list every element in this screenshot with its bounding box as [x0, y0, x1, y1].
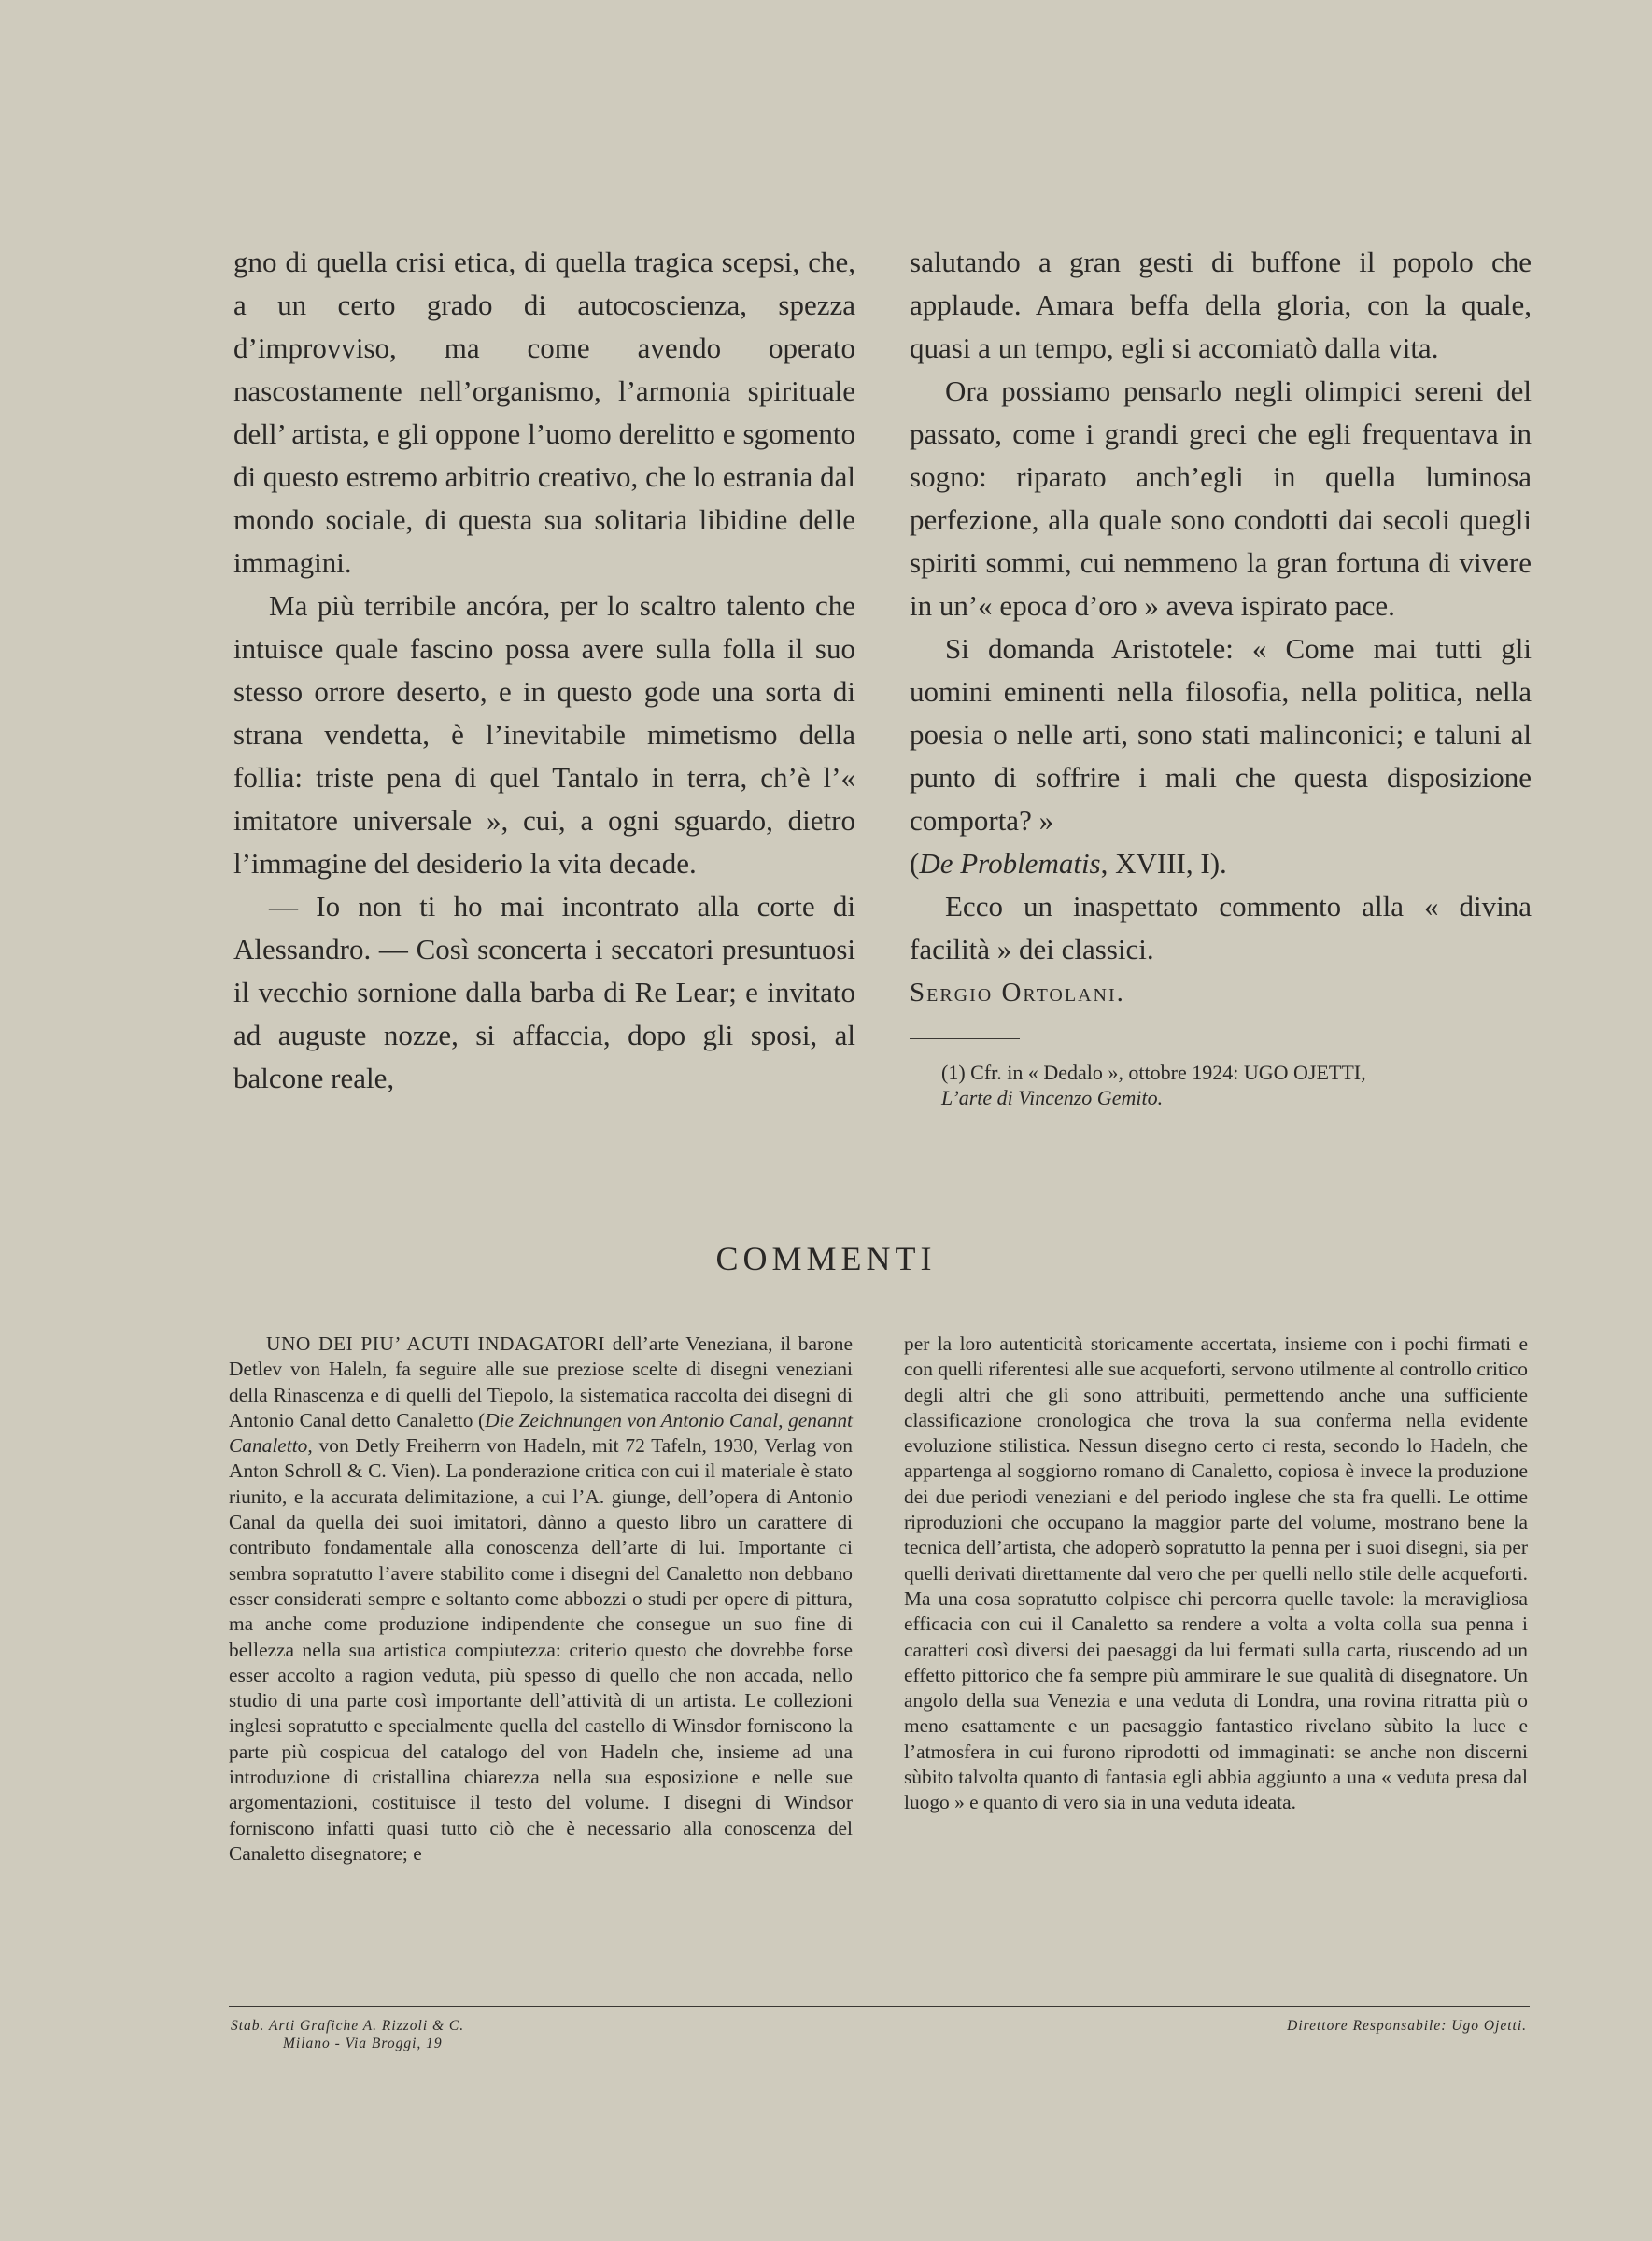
essay-paragraph: Si domanda Aristotele: « Come mai tutti gli uomini eminenti nella filosofia, nella politica, nella poesia o nelle arti, sono stati malinconici; e taluni al punto di soffrire i mali che questa disposizione comporta? »	[910, 632, 1532, 837]
essay-paragraph: — Io non ti ho mai incontrato alla corte di Alessandro. — Così sconcerta i seccatori presuntuosi il vecchio sornione dalla barba di Re Lear; e invitato ad auguste nozze, si affaccia, dopo gli sposi, al balcone reale,	[233, 890, 855, 1094]
citation-open: (	[910, 847, 920, 880]
essay-paragraph: salutando a gran gesti di buffone il popolo che applaude. Amara beffa della gloria, con la quale, quasi a un tempo, egli si accomiatò dalla vita.	[910, 246, 1532, 364]
comments-text: von Detly Freiherrn von Hadeln, mit 72 Tafeln, 1930, Verlag von Anton Schroll & C. Vien). La ponderazione critica con cui il materiale è stato riunito, e la accurata delimitazione, a cui l’A. giunge, dell’opera di Antonio Canal da quella dei suoi imitatori, dànno a questo libro un carattere di contributo fondamentale alla conoscenza dell’arte di lui. Importante ci sembra sopratutto l’avere stabilito come i disegni del Canaletto non debbano esser considerati sempre e soltanto come abbozzi o studi per opere di pittura, ma anche come produzione indipendente che consegue un suo fine di bellezza nella sua artistica compiutezza: criterio questo che dovrebbe forse esser accolto a ragion veduta, più spesso di quello che non accada, nello studio di una parte così importante dell’attività di un artista. Le collezioni inglesi sopratutto e specialmente quella del castello di Winsdor forniscono la parte più cospicua del catalogo del von Hadeln che, insieme ad una introduzione di cristallina chiarezza nella sua esposizione e nelle sue argomentazioni, costituisce il testo del volume. I disegni di Windsor forniscono infatti quasi tutto ciò che è necessario alla conoscenza del Canaletto disegnatore; e	[229, 1434, 853, 1865]
comments-paragraph: per la loro autenticità storicamente accertata, insieme con i pochi firmati e con quelli riferentesi alle sue acqueforti, servono utilmente al controllo critico degli altri che gli sono attribuiti, permettendo anche una sufficiente classificazione cronologica che trova la sua conferma nella evidente evoluzione stilistica. Nessun disegno certo ci resta, secondo lo Hadeln, che appartenga al soggiorno romano di Canaletto, copiosa è invece la produzione dei due periodi veneziani e del periodo inglese che sta fra quelli. Le ottime riproduzioni che occupano la maggior parte del volume, mostrano bene la tecnica dell’artista, che adoperò sopratutto la penna per i suoi disegni, sia per quelli derivati direttamente dal vero che per quelli nello stile delle acqueforti. Ma una cosa sopratutto colpisce chi percorra quelle tavole: la meravigliosa efficacia con cui il Canaletto sa rendere a volta a volta colla sua penna i caratteri così diversi dei paesaggi da lui fermati sulla carta, riuscendo ad un effetto pittorico che fa sempre più ammirare le sue qualità di disegnatore. Un angolo della sua Venezia e una veduta di Londra, una rovina ritratta più o meno esattamente e un paesaggio fantastico rivelano sùbito la luce e l’atmosfera in cui furono riprodotti od immaginati: se anche non discerni sùbito talvolta quanto di fantasia egli abbia aggiunto a una « veduta presa dal luogo » e quanto di vero sia in una veduta ideata.	[904, 1332, 1528, 1814]
comments-paragraph	[229, 1332, 853, 1867]
book-title: Die Zeichnungen von Antonio Canal, genannt Canaletto,	[229, 1408, 853, 1458]
essay-left-column	[233, 241, 855, 1100]
section-heading-commenti: COMMENTI	[715, 1240, 937, 1277]
comments-left-column	[229, 1332, 853, 1867]
author-signature: Sergio Ortolani.	[910, 978, 1125, 1008]
footnote-title: L’arte di Vincenzo Gemito.	[941, 1086, 1164, 1109]
footnote	[910, 1060, 1532, 1110]
comments-text: dell’arte Veneziana, il barone Detlev von Haleln, fa seguire alle sue preziose scelte di disegni veneziani della Rinascenza e di quelli del Tiepolo, la sistematica raccolta dei disegni di Antonio Canal detto Canaletto (	[229, 1332, 853, 1431]
essay-paragraph: Ora possiamo pensarlo negli olimpici sereni del passato, come i grandi greci che egli frequentava in sogno: riparato anch’egli in quella luminosa perfezione, alla quale sono condotti dai secoli quegli spiriti sommi, cui nemmeno la gran fortuna di vivere in un’« epoca d’oro » aveva ispirato pace.	[910, 374, 1532, 622]
printer-line-2: Milano - Via Broggi, 19	[283, 2036, 443, 2051]
comments-right-column	[904, 1332, 1528, 1816]
essay-closing-paragraph: Ecco un inaspettato commento alla « divina facilità » dei classici.	[910, 890, 1532, 965]
comments-lead-caps: UNO DEI PIU’ ACUTI INDAGATORI	[266, 1332, 605, 1355]
citation-title: De Problematis	[919, 847, 1101, 880]
printer-imprint	[231, 2017, 464, 2052]
aristotle-citation	[910, 842, 1532, 885]
footnote-lead: (1) Cfr. in « Dedalo », ottobre 1924: UGO OJETTI,	[941, 1061, 1366, 1084]
colophon-divider	[229, 2006, 1530, 2007]
citation-rest: , XVIII, I).	[1100, 847, 1227, 880]
essay-paragraph: gno di quella crisi etica, di quella tragica scepsi, che, a un certo grado di autocoscienza, spezza d’improvviso, ma come avendo operato nascostamente nell’organismo, l’armonia spirituale dell’ artista, e gli oppone l’uomo derelitto e sgomento di questo estremo arbitrio creativo, che lo estrania dal mondo sociale, di questa sua solitaria libidine delle immagini.	[233, 246, 855, 579]
printer-line-1: Stab. Arti Grafiche A. Rizzoli & C.	[231, 2018, 465, 2034]
essay-right-column	[910, 241, 1532, 1110]
essay-paragraph: Ma più terribile ancóra, per lo scaltro talento che intuisce quale fascino possa avere sulla folla il suo stesso orrore deserto, e in questo gode una sorta di strana vendetta, è l’inevitabile mimetismo della follia: triste pena di quel Tantalo in terra, ch’è l’« imitatore universale », cui, a ogni sguardo, dietro l’immagine del desiderio la vita decade.	[233, 589, 855, 880]
director-credit: Direttore Responsabile: Ugo Ojetti.	[1287, 2018, 1527, 2034]
footnote-divider	[910, 1038, 1020, 1039]
